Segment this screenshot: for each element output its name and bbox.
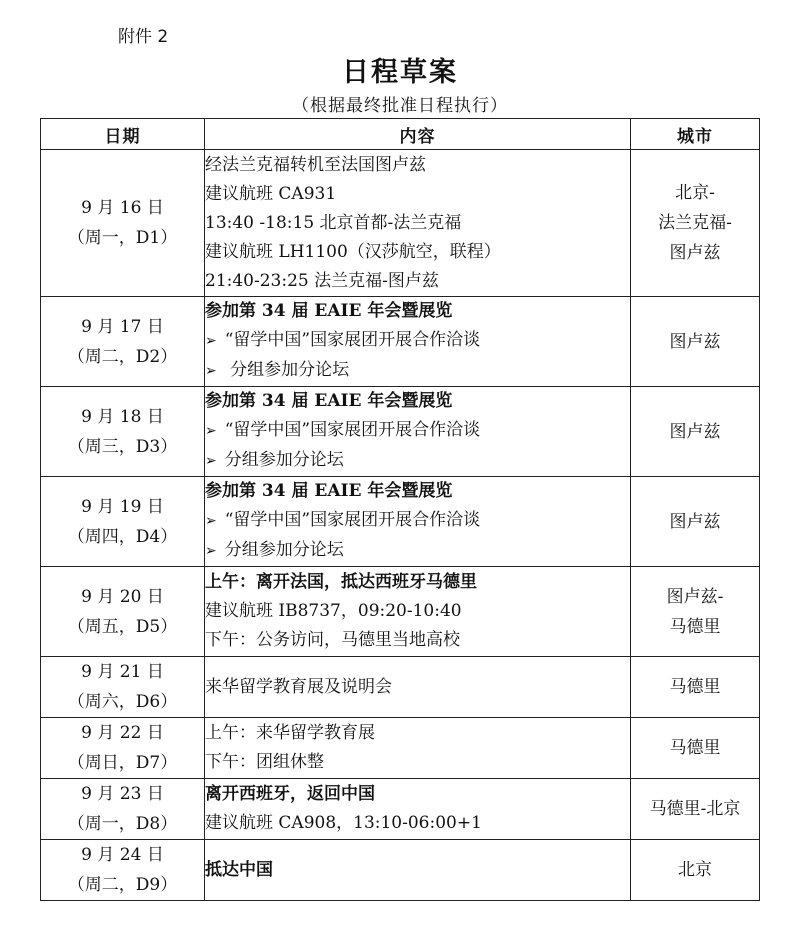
- date-cell: [41, 387, 205, 477]
- bullet-item: ➢ “留学中国”国家展团开展合作洽谈: [205, 326, 630, 356]
- date-text: 9 月 19 日: [81, 496, 164, 517]
- city-cell: [631, 150, 760, 297]
- city-text: 北京: [678, 860, 712, 880]
- city-cell: [631, 840, 760, 901]
- bullet-item: ➢ 分组参加分论坛: [205, 536, 630, 566]
- content-line: 参加第 34 届 EAIE 年会暨展览: [205, 301, 453, 321]
- date-cell: [41, 718, 205, 779]
- date-text: 9 月 22 日: [81, 723, 164, 743]
- bullet-item: ➢ 分组参加分论坛: [205, 356, 630, 386]
- date-cell: [41, 840, 205, 901]
- content-line: 上午：离开法国，抵达西班牙马德里: [205, 572, 477, 592]
- city-cell: [631, 657, 760, 718]
- date-text: 9 月 17 日: [81, 316, 164, 337]
- table-row: [41, 657, 760, 718]
- content-line: 下午：公务访问，马德里当地高校: [205, 630, 460, 650]
- city-column-header: 城市: [631, 119, 760, 150]
- content-cell: [205, 387, 631, 477]
- content-line: 上午：来华留学教育展: [205, 723, 375, 743]
- content-cell: [205, 567, 631, 657]
- content-line: 建议航班 IB8737，09:20-10:40: [205, 601, 462, 621]
- table-row: [41, 718, 760, 779]
- day-text: （周日，D7）: [67, 753, 178, 773]
- city-text: 北京-: [675, 183, 715, 203]
- city-text: 马德里-北京: [649, 799, 741, 819]
- table-row: [41, 840, 760, 901]
- content-cell: [205, 477, 631, 567]
- date-cell: [41, 657, 205, 718]
- table-row: [41, 477, 760, 567]
- table-row: [41, 297, 760, 387]
- content-line: 21:40-23:25 法兰克福-图卢兹: [205, 270, 439, 291]
- date-text: 9 月 23 日: [81, 784, 164, 804]
- date-cell: [41, 567, 205, 657]
- date-cell: [41, 150, 205, 297]
- content-line: 下午：团组休整: [205, 752, 324, 772]
- content-line: 参加第 34 届 EAIE 年会暨展览: [205, 391, 453, 411]
- city-text: 图卢兹-: [666, 586, 724, 607]
- date-text: 9 月 21 日: [81, 662, 164, 682]
- city-cell: [631, 297, 760, 387]
- day-text: （周五，D5）: [67, 616, 178, 637]
- day-text: （周二，D9）: [67, 875, 178, 895]
- city-text: 马德里: [669, 677, 721, 697]
- day-text: （周四，D4）: [67, 526, 178, 547]
- table-row: [41, 150, 760, 297]
- attachment-label: 附件 2: [118, 27, 169, 47]
- content-line: 参加第 34 届 EAIE 年会暨展览: [205, 481, 453, 501]
- schedule-body: [41, 150, 760, 901]
- content-cell: [205, 297, 631, 387]
- content-line: 离开西班牙，返回中国: [205, 784, 375, 804]
- content-line: 建议航班 CA908，13:10-06:00+1: [205, 813, 482, 833]
- city-text: 马德里: [669, 738, 721, 758]
- city-text: 图卢兹: [669, 243, 721, 263]
- city-text: 图卢兹: [669, 331, 721, 352]
- content-line: 抵达中国: [205, 859, 273, 880]
- content-cell: [205, 840, 631, 901]
- page-title: 日程草案: [342, 57, 458, 88]
- content-cell: [205, 779, 631, 840]
- city-cell: [631, 567, 760, 657]
- city-cell: [631, 477, 760, 567]
- table-header-row: [41, 119, 760, 150]
- date-cell: [41, 297, 205, 387]
- content-cell: [205, 718, 631, 779]
- date-column-header: 日期: [41, 119, 205, 150]
- content-line: 经法兰克福转机至法国图卢兹: [205, 154, 426, 175]
- table-row: [41, 567, 760, 657]
- city-text: 图卢兹: [669, 511, 721, 532]
- city-text: 法兰克福-: [658, 213, 732, 233]
- table-row: [41, 779, 760, 840]
- city-cell: [631, 718, 760, 779]
- day-text: （周六，D6）: [67, 692, 178, 712]
- city-cell: [631, 779, 760, 840]
- day-text: （周一，D8）: [67, 814, 178, 834]
- day-text: （周一，D1）: [67, 228, 178, 248]
- schedule-table: [40, 118, 760, 901]
- table-row: [41, 387, 760, 477]
- date-text: 9 月 16 日: [81, 198, 164, 218]
- content-cell: [205, 657, 631, 718]
- date-cell: [41, 779, 205, 840]
- day-text: （周三，D3）: [67, 436, 178, 457]
- bullet-item: ➢ 分组参加分论坛: [205, 446, 630, 476]
- content-line: 来华留学教育展及说明会: [205, 676, 392, 697]
- bullet-item: ➢ “留学中国”国家展团开展合作洽谈: [205, 506, 630, 536]
- page-subtitle: （根据最终批准日程执行）: [292, 96, 508, 116]
- date-cell: [41, 477, 205, 567]
- city-text: 马德里: [669, 616, 721, 637]
- city-cell: [631, 387, 760, 477]
- content-line: 建议航班 LH1100（汉莎航空，联程）: [205, 241, 501, 262]
- content-cell: [205, 150, 631, 297]
- date-text: 9 月 20 日: [81, 586, 164, 607]
- content-line: 建议航班 CA931: [205, 183, 337, 204]
- content-line: 13:40 -18:15 北京首都-法兰克福: [205, 212, 462, 233]
- date-text: 9 月 24 日: [81, 845, 164, 865]
- day-text: （周二，D2）: [67, 346, 178, 367]
- content-column-header: 内容: [205, 119, 631, 150]
- city-text: 图卢兹: [669, 421, 721, 442]
- bullet-item: ➢ “留学中国”国家展团开展合作洽谈: [205, 416, 630, 446]
- date-text: 9 月 18 日: [81, 406, 164, 427]
